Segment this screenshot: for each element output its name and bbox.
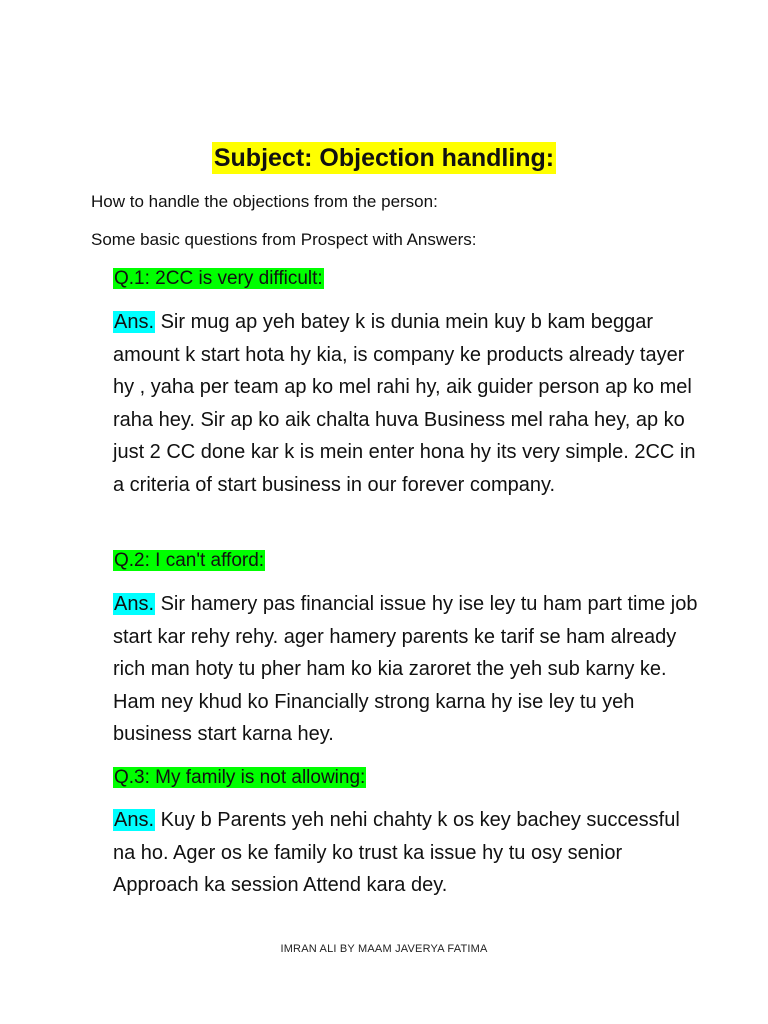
- answer-2-text: Sir hamery pas financial issue hy ise ley tu ham part time job start kar rehy rehy. ager hamery parents ke tarif se ham already rich man hoty tu pher ham ko kia zaroret the yeh sub karny ke. Ham ney khud ko Financially strong karna hy ise ley tu yeh business start karna hey.: [113, 593, 698, 745]
- answer-1-label: Ans.: [114, 311, 155, 333]
- answer-1: [113, 306, 703, 501]
- question-1: [113, 266, 324, 292]
- title-container: [0, 142, 768, 174]
- answer-3-text: Kuy b Parents yeh nehi chahty k os key bachey successful na ho. Ager os ke family ko trust ka issue hy tu osy senior Approach ka session Attend kara dey.: [113, 809, 680, 896]
- question-3: [113, 765, 366, 791]
- answer-3-label: Ans.: [114, 809, 155, 831]
- question-2: [113, 548, 265, 574]
- intro-line-2: Some basic questions from Prospect with Answers:: [91, 230, 477, 249]
- answer-1-text: Sir mug ap yeh batey k is dunia mein kuy b kam beggar amount k start hota hy kia, is company ke products already tayer hy , yaha per team ap ko mel rahi hy, aik guider person ap ko mel raha hey. Sir ap ko aik chalta huva Business mel raha hey, ap ko just 2 CC done kar k is mein enter hona hy its very simple. 2CC in a criteria of start business in our forever company.: [113, 311, 696, 496]
- answer-2: [113, 588, 703, 751]
- question-3-text: Q.3: My family is not allowing:: [114, 767, 366, 788]
- question-2-text: Q.2: I can't afford:: [114, 550, 265, 571]
- document-title: Subject: Objection handling:: [213, 144, 555, 172]
- answer-2-label: Ans.: [114, 593, 155, 615]
- intro-line-1: How to handle the objections from the person:: [91, 192, 438, 211]
- question-1-text: Q.1: 2CC is very difficult:: [114, 268, 323, 289]
- answer-3: [113, 804, 703, 902]
- page-footer: IMRAN ALI BY MAAM JAVERYA FATIMA: [280, 943, 488, 955]
